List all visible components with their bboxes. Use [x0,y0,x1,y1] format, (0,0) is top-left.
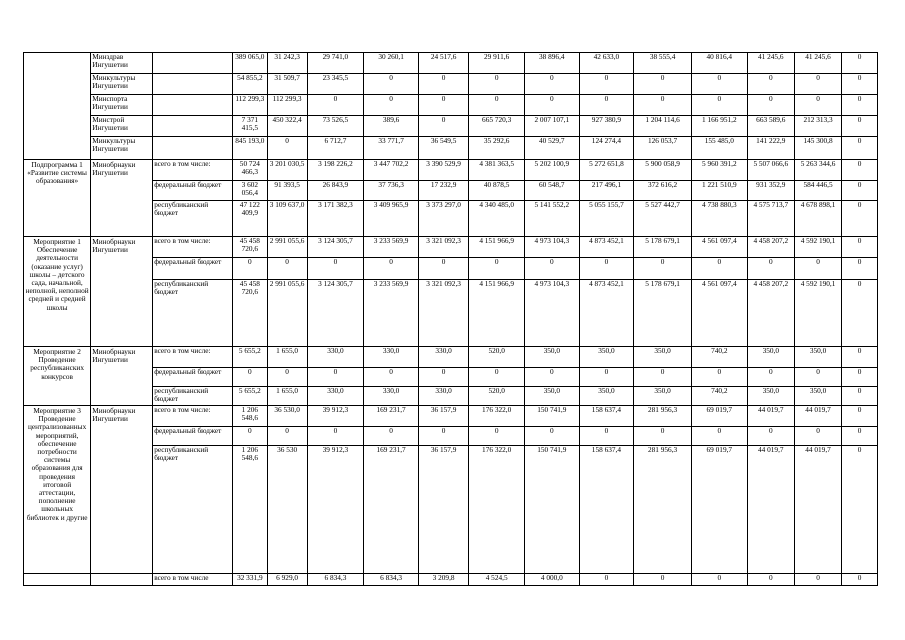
value-cell: 0 [418,95,468,116]
value-cell: 0 [418,74,468,95]
value-cell: 4 592 190,1 [794,237,841,258]
value-cell: 0 [634,427,692,446]
value-cell: 26 843,9 [307,181,364,201]
table-row [24,237,878,258]
value-cell: 4 678 898,1 [794,201,841,237]
value-cell: 69 019,7 [691,446,747,574]
value-cell: 145 300,8 [794,137,841,160]
executor-cell [91,574,153,586]
value-cell: 330,0 [418,347,468,368]
value-cell: 0 [524,74,579,95]
value-cell: 0 [842,387,878,406]
table-row [24,347,878,368]
value-cell: 0 [364,427,419,446]
value-cell: 5 263 344,6 [794,160,841,181]
value-cell: 45 458 720,6 [233,280,268,347]
value-cell: 0 [579,74,634,95]
value-cell: 0 [469,74,525,95]
executor-cell: Минздрав Ингушетии [91,53,153,74]
value-cell: 0 [267,137,307,160]
value-cell: 0 [842,347,878,368]
value-cell: 4 524,5 [469,574,525,586]
value-cell: 7 371 415,5 [233,116,268,137]
value-cell: 44 019,7 [747,446,794,574]
value-cell: 0 [233,258,268,280]
table-row [24,137,878,160]
value-cell: 0 [267,368,307,387]
value-cell: 47 122 409,9 [233,201,268,237]
value-cell: 350,0 [524,347,579,368]
value-cell: 36 530 [267,446,307,574]
value-cell: 5 900 058,9 [634,160,692,181]
program-name-cell: Мероприятие 1 Обеспечение деятельности (оказание услуг) школы – детского сада, начальной, неполной, неполной средней и средней школы [24,237,91,347]
value-cell: 350,0 [634,347,692,368]
value-cell: 1 204 114,6 [634,116,692,137]
value-cell: 44 019,7 [747,406,794,427]
value-cell: 3 109 637,0 [267,201,307,237]
source-cell: республиканский бюджет [153,387,233,406]
value-cell: 4 151 966,9 [469,237,525,258]
value-cell: 0 [579,368,634,387]
value-cell: 0 [524,368,579,387]
value-cell: 6 712,7 [307,137,364,160]
value-cell: 5 202 100,9 [524,160,579,181]
value-cell: 0 [794,574,841,586]
value-cell: 0 [634,574,692,586]
value-cell: 1 206 548,6 [233,446,268,574]
value-cell: 584 446,5 [794,181,841,201]
value-cell: 0 [842,258,878,280]
value-cell: 4 973 104,3 [524,280,579,347]
value-cell: 5 178 679,1 [634,237,692,258]
value-cell: 212 313,3 [794,116,841,137]
value-cell: 0 [469,258,525,280]
value-cell: 0 [747,427,794,446]
value-cell: 0 [842,237,878,258]
value-cell: 0 [691,574,747,586]
value-cell: 0 [842,53,878,74]
value-cell: 176 322,0 [469,446,525,574]
table-row [24,574,878,586]
value-cell: 0 [747,574,794,586]
value-cell: 0 [233,427,268,446]
source-cell: всего в том числе: [153,237,233,258]
value-cell: 4 738 880,3 [691,201,747,237]
value-cell: 3 321 092,3 [418,237,468,258]
value-cell: 6 834,3 [364,574,419,586]
value-cell: 3 124 305,7 [307,280,364,347]
value-cell: 3 233 569,9 [364,280,419,347]
value-cell: 73 526,5 [307,116,364,137]
value-cell: 3 321 092,3 [418,280,468,347]
value-cell: 5 655,2 [233,347,268,368]
value-cell: 0 [233,368,268,387]
value-cell: 4 873 452,1 [579,237,634,258]
value-cell: 330,0 [307,347,364,368]
value-cell: 44 019,7 [794,406,841,427]
source-cell [153,116,233,137]
value-cell: 0 [842,280,878,347]
budget-table [23,52,878,586]
value-cell: 0 [579,258,634,280]
source-cell: федеральный бюджет [153,427,233,446]
value-cell: 5 507 066,6 [747,160,794,181]
value-cell: 0 [418,116,468,137]
value-cell: 520,0 [469,387,525,406]
value-cell: 158 637,4 [579,406,634,427]
value-cell: 4 458 207,2 [747,237,794,258]
value-cell: 112 299,3 [233,95,268,116]
executor-cell: Минобрнауки Ингушетии [91,237,153,347]
executor-cell: Минобрнауки Ингушетии [91,406,153,574]
value-cell: 4 151 966,9 [469,280,525,347]
value-cell: 350,0 [579,387,634,406]
value-cell: 0 [842,160,878,181]
value-cell: 5 272 651,8 [579,160,634,181]
value-cell: 60 548,7 [524,181,579,201]
value-cell: 0 [267,427,307,446]
value-cell: 0 [794,95,841,116]
value-cell: 281 956,3 [634,406,692,427]
source-cell: республиканский бюджет [153,280,233,347]
value-cell: 0 [842,95,878,116]
value-cell: 0 [747,95,794,116]
program-name-cell: Мероприятие 3 Проведение централизованных мероприятий, обеспечение потребности системы образования для проведения итоговой аттестации, пополнение школьных библиотек и другие [24,406,91,574]
value-cell: 3 124 305,7 [307,237,364,258]
value-cell: 36 549,5 [418,137,468,160]
value-cell: 24 517,6 [418,53,468,74]
value-cell: 845 193,0 [233,137,268,160]
value-cell: 350,0 [747,347,794,368]
value-cell: 0 [307,95,364,116]
value-cell: 2 007 107,1 [524,116,579,137]
value-cell: 1 206 548,6 [233,406,268,427]
value-cell: 0 [634,258,692,280]
value-cell: 0 [364,368,419,387]
value-cell: 32 331,9 [233,574,268,586]
value-cell: 350,0 [747,387,794,406]
value-cell: 69 019,7 [691,406,747,427]
value-cell: 0 [794,74,841,95]
value-cell: 3 390 529,9 [418,160,468,181]
value-cell: 0 [634,95,692,116]
value-cell: 3 447 702,2 [364,160,419,181]
value-cell: 0 [842,574,878,586]
source-cell [153,137,233,160]
executor-cell: Минспорта Ингушетии [91,95,153,116]
value-cell: 330,0 [418,387,468,406]
value-cell: 112 299,3 [267,95,307,116]
value-cell: 350,0 [794,387,841,406]
source-cell: всего в том числе: [153,406,233,427]
value-cell: 0 [364,258,419,280]
executor-cell: Минкультуры Ингушетии [91,137,153,160]
value-cell: 1 655,0 [267,387,307,406]
budget-table-body [24,53,878,586]
value-cell: 663 589,6 [747,116,794,137]
value-cell: 0 [842,74,878,95]
value-cell: 0 [469,95,525,116]
value-cell: 2 991 055,6 [267,237,307,258]
value-cell: 30 260,1 [364,53,419,74]
value-cell: 31 509,7 [267,74,307,95]
value-cell: 0 [747,258,794,280]
value-cell: 33 771,7 [364,137,419,160]
value-cell: 40 878,5 [469,181,525,201]
value-cell: 3 171 382,3 [307,201,364,237]
value-cell: 158 637,4 [579,446,634,574]
value-cell: 169 231,7 [364,446,419,574]
value-cell: 36 530,0 [267,406,307,427]
value-cell: 41 245,6 [794,53,841,74]
value-cell: 3 409 965,9 [364,201,419,237]
value-cell: 281 956,3 [634,446,692,574]
value-cell: 91 393,5 [267,181,307,201]
value-cell: 5 960 391,2 [691,160,747,181]
source-cell: всего в том числе: [153,347,233,368]
value-cell: 0 [842,427,878,446]
value-cell: 350,0 [524,387,579,406]
table-row [24,406,878,427]
value-cell: 150 741,9 [524,446,579,574]
value-cell: 1 221 510,9 [691,181,747,201]
value-cell: 126 053,7 [634,137,692,160]
executor-cell: Минобрнауки Ингушетии [91,160,153,237]
value-cell: 450 322,4 [267,116,307,137]
value-cell: 6 834,3 [307,574,364,586]
executor-cell: Минкультуры Ингушетии [91,74,153,95]
value-cell: 520,0 [469,347,525,368]
value-cell: 39 912,3 [307,406,364,427]
value-cell: 31 242,3 [267,53,307,74]
value-cell: 4 458 207,2 [747,280,794,347]
executor-cell: Минстрой Ингушетии [91,116,153,137]
source-cell [153,95,233,116]
value-cell: 4 340 485,0 [469,201,525,237]
value-cell: 330,0 [307,387,364,406]
source-cell: всего в том числе: [153,160,233,181]
value-cell: 217 496,1 [579,181,634,201]
value-cell: 3 201 030,5 [267,160,307,181]
value-cell: 0 [842,406,878,427]
table-row [24,116,878,137]
value-cell: 330,0 [364,387,419,406]
program-name-cell [24,53,91,160]
value-cell: 0 [524,95,579,116]
value-cell: 45 458 720,6 [233,237,268,258]
value-cell: 36 157,9 [418,406,468,427]
value-cell: 0 [307,427,364,446]
value-cell: 0 [842,368,878,387]
value-cell: 41 245,6 [747,53,794,74]
value-cell: 42 633,0 [579,53,634,74]
value-cell: 0 [747,74,794,95]
value-cell: 0 [364,95,419,116]
value-cell: 0 [579,574,634,586]
value-cell: 0 [307,258,364,280]
source-cell: всего в том числе [153,574,233,586]
value-cell: 0 [842,116,878,137]
value-cell: 0 [691,74,747,95]
value-cell: 0 [634,74,692,95]
value-cell: 44 019,7 [794,446,841,574]
value-cell: 155 485,0 [691,137,747,160]
value-cell: 0 [579,95,634,116]
value-cell: 0 [842,181,878,201]
value-cell: 350,0 [579,347,634,368]
value-cell: 0 [524,427,579,446]
value-cell: 23 345,5 [307,74,364,95]
value-cell: 5 141 552,2 [524,201,579,237]
value-cell: 0 [418,427,468,446]
value-cell: 6 929,0 [267,574,307,586]
value-cell: 37 736,3 [364,181,419,201]
value-cell: 4 381 363,5 [469,160,525,181]
source-cell: федеральный бюджет [153,258,233,280]
value-cell: 5 055 155,7 [579,201,634,237]
value-cell: 350,0 [634,387,692,406]
value-cell: 4 575 713,7 [747,201,794,237]
source-cell: республиканский бюджет [153,201,233,237]
value-cell: 176 322,0 [469,406,525,427]
value-cell: 389,6 [364,116,419,137]
value-cell: 0 [364,74,419,95]
source-cell [153,74,233,95]
value-cell: 740,2 [691,387,747,406]
source-cell: федеральный бюджет [153,181,233,201]
value-cell: 372 616,2 [634,181,692,201]
table-row [24,95,878,116]
source-cell: федеральный бюджет [153,368,233,387]
table-row [24,53,878,74]
value-cell: 36 157,9 [418,446,468,574]
value-cell: 4 000,0 [524,574,579,586]
value-cell: 38 896,4 [524,53,579,74]
value-cell: 35 292,6 [469,137,525,160]
value-cell: 0 [842,137,878,160]
value-cell: 54 855,2 [233,74,268,95]
value-cell: 350,0 [794,347,841,368]
value-cell: 0 [691,95,747,116]
program-name-cell: Подпрограмма 1 «Развитие системы образования» [24,160,91,237]
table-row [24,74,878,95]
value-cell: 0 [794,258,841,280]
source-cell [153,53,233,74]
value-cell: 3 209,8 [418,574,468,586]
value-cell: 0 [418,368,468,387]
value-cell: 150 741,9 [524,406,579,427]
table-row [24,160,878,181]
executor-cell: Минобрнауки Ингушетии [91,347,153,406]
value-cell: 931 352,9 [747,181,794,201]
value-cell: 5 527 442,7 [634,201,692,237]
source-cell: республиканский бюджет [153,446,233,574]
value-cell: 169 231,7 [364,406,419,427]
program-name-cell: Мероприятие 2 Проведение республиканских конкурсов [24,347,91,406]
value-cell: 0 [418,258,468,280]
value-cell: 124 274,4 [579,137,634,160]
value-cell: 0 [524,258,579,280]
value-cell: 0 [691,427,747,446]
value-cell: 4 973 104,3 [524,237,579,258]
value-cell: 0 [691,368,747,387]
value-cell: 3 233 569,9 [364,237,419,258]
value-cell: 0 [691,258,747,280]
value-cell: 0 [469,427,525,446]
value-cell: 0 [579,427,634,446]
value-cell: 0 [634,368,692,387]
budget-table-sheet [23,52,878,586]
value-cell: 38 555,4 [634,53,692,74]
value-cell: 3 602 056,4 [233,181,268,201]
value-cell: 0 [794,427,841,446]
value-cell: 4 561 097,4 [691,280,747,347]
value-cell: 141 222,9 [747,137,794,160]
value-cell: 1 655,0 [267,347,307,368]
value-cell: 0 [747,368,794,387]
value-cell: 330,0 [364,347,419,368]
value-cell: 389 065,0 [233,53,268,74]
value-cell: 29 741,0 [307,53,364,74]
value-cell: 1 166 951,2 [691,116,747,137]
value-cell: 0 [267,258,307,280]
value-cell: 0 [842,446,878,574]
value-cell: 0 [794,368,841,387]
value-cell: 2 991 055,6 [267,280,307,347]
value-cell: 40 529,7 [524,137,579,160]
value-cell: 0 [842,201,878,237]
program-name-cell [24,574,91,586]
value-cell: 927 380,9 [579,116,634,137]
value-cell: 665 720,3 [469,116,525,137]
value-cell: 740,2 [691,347,747,368]
value-cell: 29 911,6 [469,53,525,74]
value-cell: 3 198 226,2 [307,160,364,181]
value-cell: 39 912,3 [307,446,364,574]
value-cell: 4 873 452,1 [579,280,634,347]
value-cell: 5 655,2 [233,387,268,406]
value-cell: 50 724 466,3 [233,160,268,181]
value-cell: 0 [307,368,364,387]
value-cell: 40 816,4 [691,53,747,74]
value-cell: 0 [469,368,525,387]
value-cell: 17 232,9 [418,181,468,201]
value-cell: 4 561 097,4 [691,237,747,258]
value-cell: 3 373 297,0 [418,201,468,237]
value-cell: 5 178 679,1 [634,280,692,347]
value-cell: 4 592 190,1 [794,280,841,347]
